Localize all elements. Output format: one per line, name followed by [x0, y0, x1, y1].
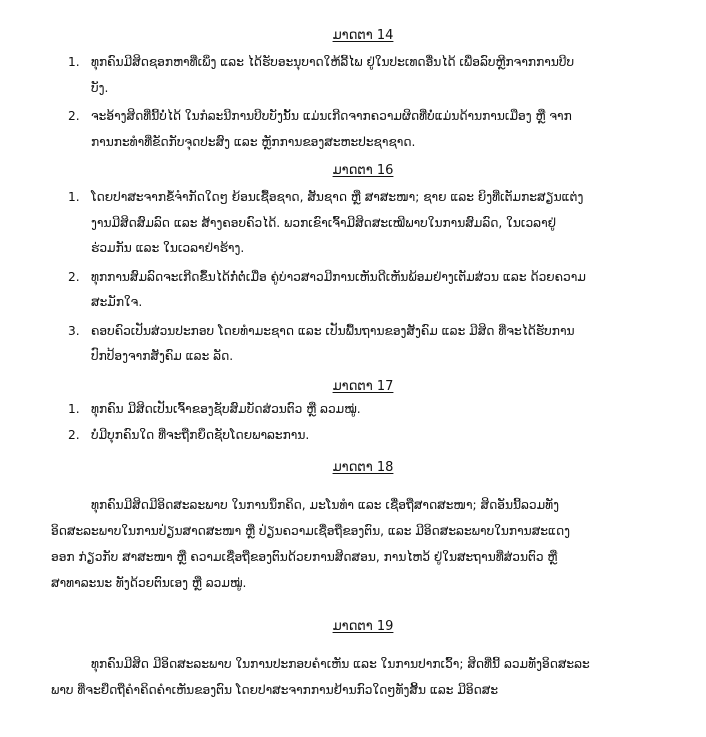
list-item — [0, 319, 706, 370]
article-paragraph: ທຸກຄົນມີສິດ ມີອິດສະລະພາບ ໃນການປະກອບຄຳເຫັນ ແລະ ໃນການປາກເວົ້າ; ສິດທີ່ນີ້ ລວມທັງອິດສະລະພາບ ທີ່ຈະຢຶດຖືຄຳຄິດຄຳເຫັນຂອງຕົນ ໂດຍປາສະຈາກການຢ້ານກົວໃດໆທັງສິ້ນ ແລະ ມີອິດສະ — [51, 657, 590, 697]
article-14 — [0, 27, 706, 158]
list-text: ທຸກການສົມລົດຈະເກີດຂຶ້ນໄດ້ກໍ່ຕໍ່ເມື່ອ ຄູ່ບ່າວສາວມີການເຫັນດີເຫັນພ້ອມຢ່າງເຕັມສ່ວນ ແລະ ດ້ວຍຄວາມສະມັກໃຈ. — [91, 269, 586, 309]
list-text: ຄອບຄົວເປັນສ່ວນປະກອບ ໂດຍທຳມະຊາດ ແລະ ເປັນພື້ນຖານຂອງສັງຄົມ ແລະ ມີສິດ ທີ່ຈະໄດ້ຮັບການປົກປ້ອງຈາກສັງຄົມ ແລະ ລັດ. — [91, 323, 575, 363]
list-item — [0, 397, 706, 423]
article-list — [0, 185, 706, 370]
article-list — [0, 50, 706, 155]
list-number: 2. — [68, 427, 80, 442]
article-18 — [0, 459, 706, 596]
article-heading: ມາດຕາ 17 — [332, 379, 394, 394]
list-item — [0, 423, 706, 449]
list-number: 1. — [68, 190, 80, 204]
article-paragraph: ທຸກຄົນມີສິດມີອິດສະລະພາບ ໃນການນຶກຄິດ, ມະໂນທຳ ແລະ ເຊື່ອຖືສາດສະໜາ; ສິດອັນນີ້ລວມທັງອິດສະລະພາບໃນການປ່ຽນສາດສະໜາ ຫຼື ປ່ຽນຄວາມເຊື່ອຖືຂອງຕົນ, ແລະ ມີອິດສະລະພາບໃນການສະແດງອອກ ກ່ຽວກັບ ສາສະໜາ ຫຼື ຄວາມເຊື່ອຖືຂອງຕົນດ້ວຍການສິດສອນ, ການໄຫວ້ ຢູ່ໃນສະຖານທີ່ສ່ວນຕົວ ຫຼື ສາທາລະນະ ທັງດ້ວຍຕົນເອງ ຫຼື ລວມໝູ່. — [51, 498, 571, 590]
list-item — [0, 104, 706, 155]
article-16 — [0, 162, 706, 373]
list-text: ໂດຍປາສະຈາກຂໍ້ຈຳກັດໃດໆ ຍ້ອນເຊື້ອຊາດ, ສັນຊາດ ຫຼື ສາສະໜາ; ຊາຍ ແລະ ຍິງທີ່ເຕັມກະສຽນແຕ່ງງານມີສິດສົມລົດ ແລະ ສ້າງຄອບຄົວໄດ້. ພວກເຂົາເຈົ້າມີສິດສະເໝີພາບໃນການສົມລົດ, ໃນເວລາຢູ່ຮ່ວມກັນ ແລະ ໃນເວລາຢ່າຮ້າງ. — [91, 190, 584, 255]
list-number: 2. — [68, 109, 80, 123]
list-item — [0, 265, 706, 316]
list-text: ຈະອ້າງສິດທີ່ນີ້ບໍ່ໄດ້ ໃນກໍລະນີການບີບບັງນັ້ນ ແມ່ນເກີດຈາກຄວາມຜິດທີ່ບໍ່ແມ່ນດ້ານການເມືອງ ຫຼື ຈາກການກະທຳທີ່ຂັດກັບຈຸດປະສົງ ແລະ ຫຼັກການຂອງສະຫະປະຊາຊາດ. — [91, 109, 572, 149]
list-number: 1. — [68, 402, 80, 416]
list-item — [0, 50, 706, 101]
article-list — [0, 397, 706, 448]
article-heading: ມາດຕາ 16 — [332, 163, 394, 178]
article-heading: ມາດຕາ 19 — [332, 619, 394, 634]
article-heading: ມາດຕາ 14 — [332, 28, 394, 43]
list-item — [0, 185, 706, 262]
list-number: 2. — [68, 269, 80, 284]
article-19 — [0, 618, 706, 703]
article-heading: ມາດຕາ 18 — [332, 460, 394, 475]
list-number: 3. — [68, 323, 80, 338]
list-text: ທຸກຄົນ ມີສິດເປັນເຈົ້າຂອງຊັບສົມບັດສ່ວນຕົວ ຫຼື ລວມໝູ່. — [91, 402, 361, 416]
article-17 — [0, 378, 706, 448]
list-text: ບໍ່ມີບຸກຄົນໃດ ທີ່ຈະຖືກຍຶດຊັບໂດຍພາລະການ. — [91, 427, 310, 442]
list-number: 1. — [68, 55, 80, 69]
list-text: ທຸກຄົນມີສິດຊອກຫາທີ່ເພິ່ງ ແລະ ໄດ້ຮັບອະນຸບາດໃຫ້ລີ້ໄພ ຢູ່ໃນປະເທດອື່ນໄດ້ ເພື່ອລົບຫຼີກຈາກການບີບບັງ. — [91, 55, 575, 95]
